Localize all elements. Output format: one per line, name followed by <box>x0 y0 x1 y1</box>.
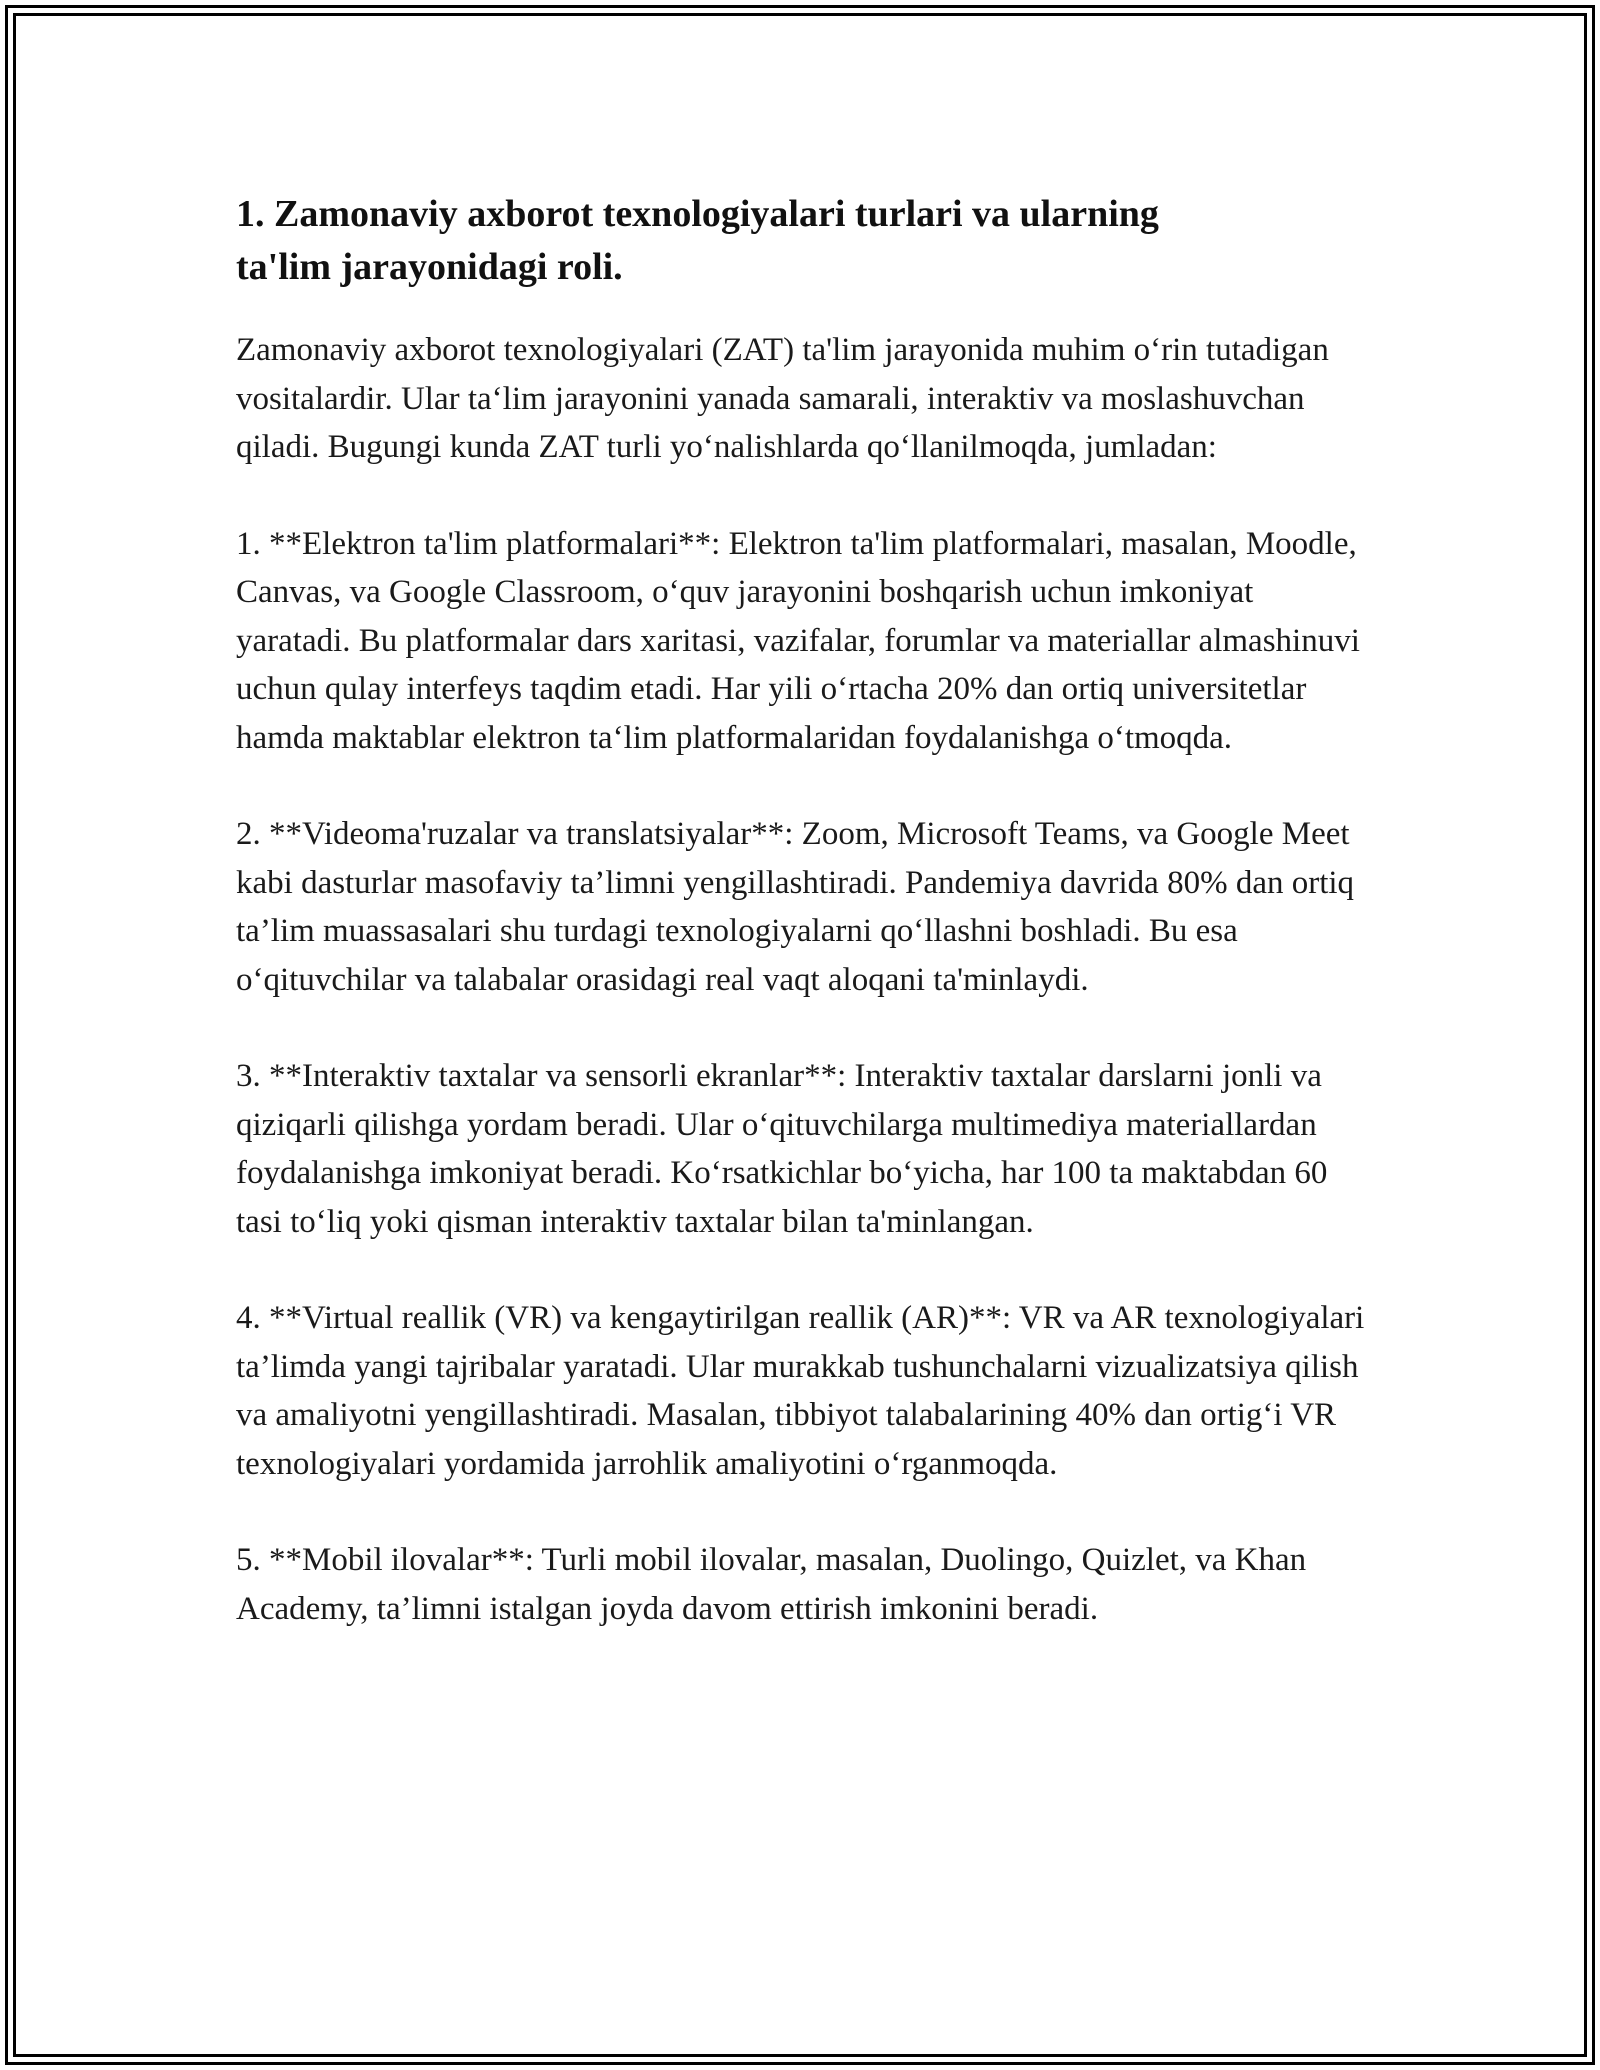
intro-paragraph: Zamonaviy axborot texnologiyalari (ZAT) ta'lim jarayonida muhim o‘rin tutadigan vositalardir. Ular ta‘lim jarayonini yanada samarali, interaktiv va moslashuvchan qiladi. Bugungi kunda ZAT turli yo‘nalishlarda qo‘llanilmoqda, jumladan: <box>236 332 1329 465</box>
list-item-interactive-boards: 3. **Interaktiv taxtalar va sensorli ekranlar**: Interaktiv taxtalar darslarni jonli va qiziqarli qilishga yordam beradi. Ular o‘qituvchilarga multimediya materiallardan foydalanishga imkoniyat beradi. Ko‘rsatkichlar bo‘yicha, har 100 ta maktabdan 60 tasi to‘liq yoki qisman interaktiv taxtalar bilan ta'minlangan. <box>236 1058 1328 1240</box>
list-item-mobile-apps: 5. **Mobil ilovalar**: Turli mobil ilovalar, masalan, Duolingo, Quizlet, va Khan Academy, ta’limni istalgan joyda davom ettirish imkonini beradi. <box>236 1542 1307 1627</box>
list-item-video-lectures: 2. **Videoma'ruzalar va translatsiyalar**: Zoom, Microsoft Teams, va Google Meet kabi dasturlar masofaviy ta’limni yengillashtiradi. Pandemiya davrida 80% dan ortiq ta’lim muassasalari shu turdagi texnologiyalarni qo‘llashni boshladi. Bu esa o‘qituvchilar va talabalar orasidagi real vaqt aloqani ta'minlaydi. <box>236 816 1355 998</box>
list-item-elearning-platforms: 1. **Elektron ta'lim platformalari**: Elektron ta'lim platformalari, masalan, Moodle, Canvas, va Google Classroom, o‘quv jarayonini boshqarish uchun imkoniyat yaratadi. Bu platformalar dars xaritasi, vazifalar, forumlar va materiallar almashinuvi uchun qulay interfeys taqdim etadi. Har yili o‘rtacha 20% dan ortiq universitetlar hamda maktablar elektron ta‘lim platformalaridan foydalanishga o‘tmoqda. <box>236 525 1360 756</box>
document-body <box>236 188 1376 1633</box>
section-heading <box>236 188 1376 294</box>
list-item-vr-ar: 4. **Virtual reallik (VR) va kengaytirilgan reallik (AR)**: VR va AR texnologiyalari ta’limda yangi tajribalar yaratadi. Ular murakkab tushunchalarni vizualizatsiya qilish va amaliyotni yengillashtiradi. Masalan, tibbiyot talabalarining 40% dan ortig‘i VR texnologiyalari yordamida jarrohlik amaliyotini o‘rganmoqda. <box>236 1300 1365 1482</box>
section-heading-line-1: 1. Zamonaviy axborot texnologiyalari turlari va ularning <box>236 193 1159 235</box>
section-heading-line-2: ta'lim jarayonidagi roli. <box>236 246 623 288</box>
